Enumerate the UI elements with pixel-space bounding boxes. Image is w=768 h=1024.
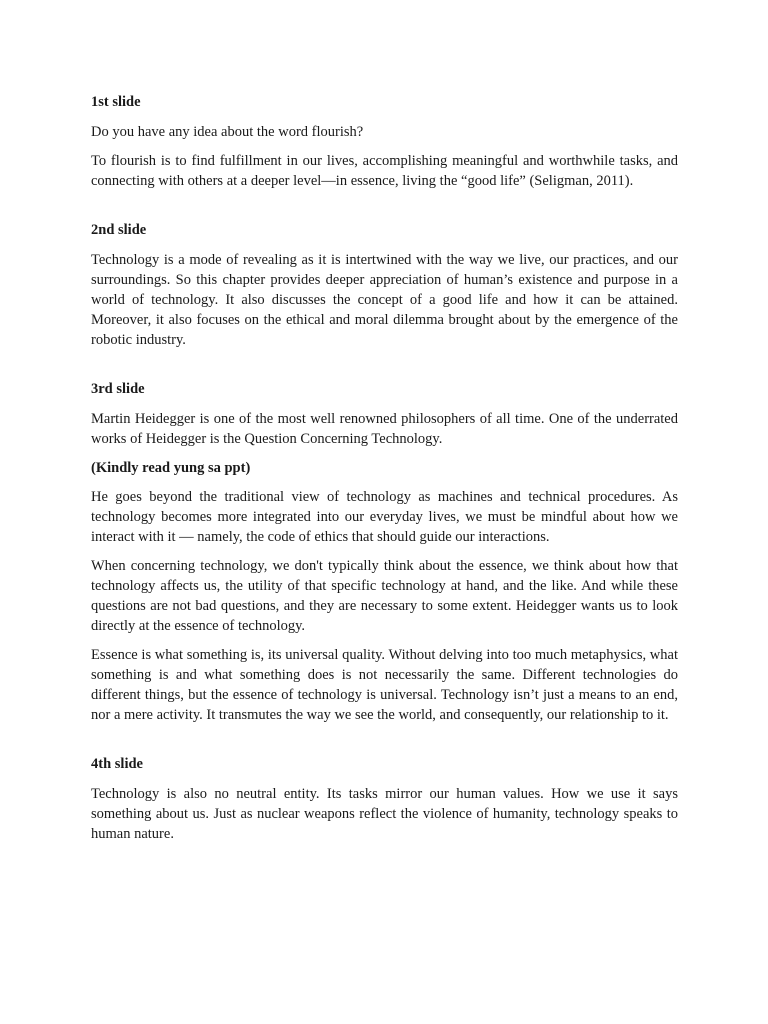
paragraph-note: (Kindly read yung sa ppt) [91,460,251,476]
paragraph: Do you have any idea about the word flourish? [91,124,364,140]
section-heading-slide-4: 4th slide [91,756,143,772]
section-heading-slide-1: 1st slide [91,94,141,110]
section-gap [91,359,678,379]
paragraph: Technology is also no neutral entity. Its tasks mirror our human values. How we use it says something about us. Just as nuclear weapons reflect the violence of humanity, technology speaks to human nature. [91,786,678,842]
section-heading-slide-3: 3rd slide [91,381,145,397]
document-page [91,92,678,853]
section-gap [91,200,678,220]
section-heading-slide-2: 2nd slide [91,222,147,238]
paragraph: To flourish is to find fulfillment in our lives, accomplishing meaningful and worthwhile tasks, and connecting with others at a deeper level—in essence, living the “good life” (Seligman, 2011). [91,153,678,189]
section-gap [91,734,678,754]
paragraph: He goes beyond the traditional view of technology as machines and technical procedures. As technology becomes more integrated into our everyday lives, we must be mindful about how we interact with it — namely, the code of ethics that should guide our interactions. [91,489,678,545]
paragraph: When concerning technology, we don't typically think about the essence, we think about how that technology affects us, the utility of that specific technology at hand, and the like. And while these questions are not bad questions, and they are necessary to some extent. Heidegger wants us to look directly at the essence of technology. [91,558,678,634]
paragraph: Technology is a mode of revealing as it is intertwined with the way we live, our practices, and our surroundings. So this chapter provides deeper appreciation of human’s existence and purpose in a world of technology. It also discusses the concept of a good life and how it can be attained. Moreover, it also focuses on the ethical and moral dilemma brought about by the emergence of the robotic industry. [91,252,678,348]
paragraph: Martin Heidegger is one of the most well renowned philosophers of all time. One of the underrated works of Heidegger is the Question Concerning Technology. [91,411,678,447]
paragraph: Essence is what something is, its universal quality. Without delving into too much metaphysics, what something is and what something does is not necessarily the same. Different technologies do different things, but the essence of technology is universal. Technology isn’t just a means to an end, nor a mere activity. It transmutes the way we see the world, and consequently, our relationship to it. [91,647,678,723]
